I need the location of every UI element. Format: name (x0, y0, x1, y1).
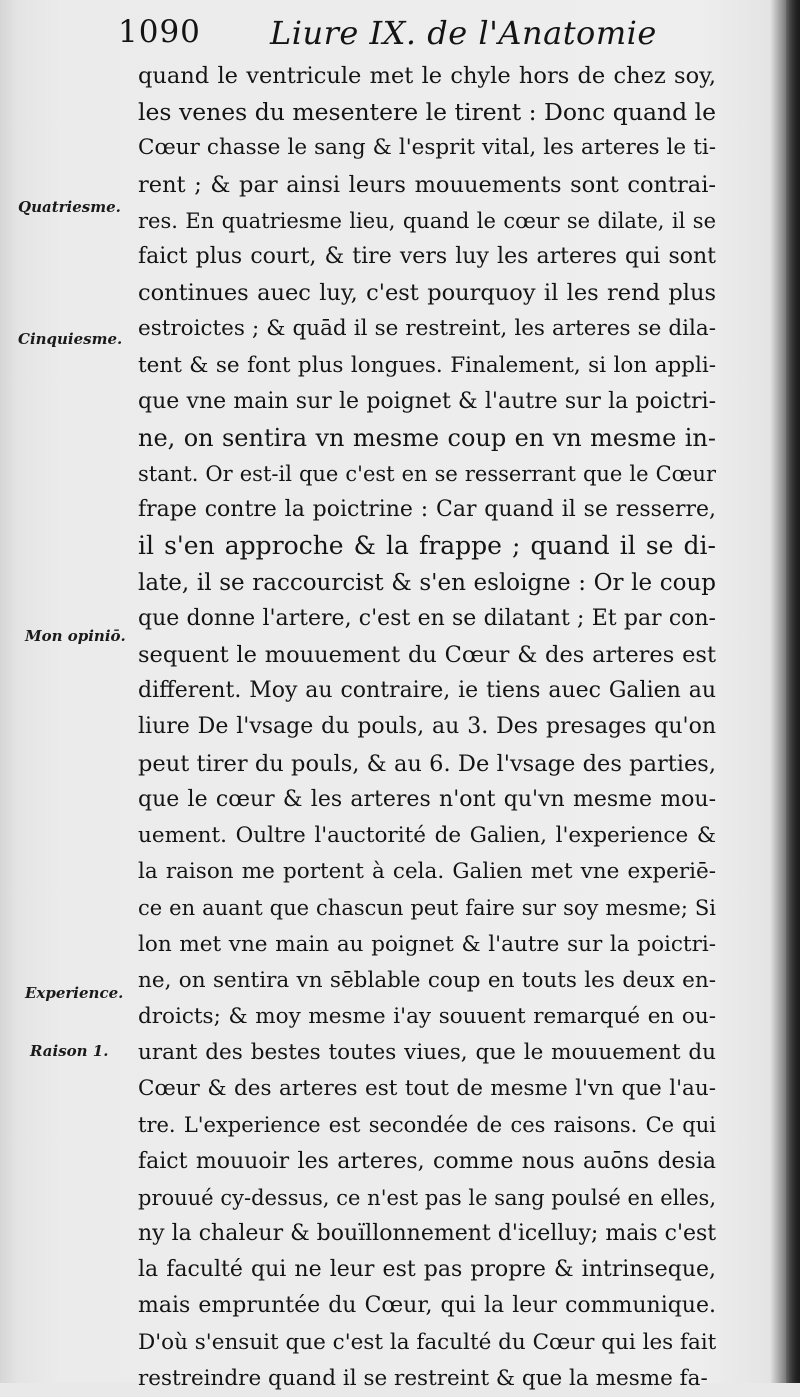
page-edge-shadow (786, 0, 800, 1383)
text-line: ce en auant que chascun peut faire sur soy mesme; Si (138, 896, 716, 921)
text-line: que le cœur & les arteres n'ont qu'vn mesme mou- (138, 786, 716, 812)
text-line: quand le ventricule met le chyle hors de chez soy, (138, 63, 716, 89)
text-line: late, il se raccourcist & s'en esloigne : Or le coup (138, 569, 716, 596)
running-title: Liure IX. de l'Anatomie (270, 14, 657, 52)
text-line: restreindre quand il se restreint & que la mesme fa- (138, 1365, 708, 1391)
text-line: que donne l'artere, c'est en se dilatant ; Et par con- (138, 605, 716, 631)
text-line: les venes du mesentere le tirent : Donc quand le (138, 98, 716, 127)
text-line: sequent le mouuement du Cœur & des arteres est (138, 642, 716, 668)
text-line: urant des bestes toutes viues, que le mouuement du (138, 1040, 716, 1066)
text-line: D'où s'ensuit que c'est la faculté du Cœur qui les fait (138, 1329, 716, 1355)
text-line: ne, on sentira vn sēblable coup en touts les deux en- (138, 967, 716, 993)
margin-note: Quatriesme. (18, 198, 121, 216)
text-line: rent ; & par ainsi leurs mouuements sont contrai- (138, 171, 716, 198)
text-line: ny la chaleur & bouïllonnement d'icelluy; mais c'est (138, 1221, 716, 1246)
text-line: ne, on sentira vn mesme coup en vn mesme in- (138, 423, 716, 452)
text-line: la faculté qui ne leur est pas propre & intrinseque, (138, 1257, 716, 1283)
text-line: mais empruntée du Cœur, qui la leur communique. (138, 1293, 716, 1319)
text-line: frape contre la poictrine : Car quand il se resserre, (138, 497, 716, 523)
page-number: 1090 (118, 14, 201, 50)
text-line: liure De l'vsage du pouls, au 3. Des presages qu'on (138, 714, 716, 740)
text-line: faict plus court, & tire vers luy les arteres qui sont (138, 243, 716, 269)
body-text (138, 58, 716, 1397)
text-line: droicts; & moy mesme i'ay souuent remarqué en ou- (138, 1003, 716, 1029)
text-line: que vne main sur le poignet & l'autre sur la poictri- (138, 388, 716, 414)
text-line: faict mouuoir les arteres, comme nous auōns desia (138, 1148, 716, 1174)
text-line: il s'en approche & la frappe ; quand il se di- (138, 531, 716, 561)
text-line: peut tirer du pouls, & au 6. De l'vsage des parties, (138, 750, 716, 777)
text-line: lon met vne main au poignet & l'autre sur la poictri- (138, 931, 716, 957)
text-line: stant. Or est-il que c'est en se resserrant que le Cœur (138, 462, 716, 487)
text-line: different. Moy au contraire, ie tiens auec Galien au (138, 678, 716, 704)
margin-note: Cinquiesme. (18, 330, 123, 348)
text-line: tre. L'experience est secondée de ces raisons. Ce qui (138, 1113, 716, 1138)
text-line: continues auec luy, c'est pourquoy il les rend plus (138, 280, 716, 307)
page-header (118, 14, 718, 54)
text-line: estroictes ; & quād il se restreint, les arteres se dila- (138, 316, 716, 342)
text-line: Cœur chasse le sang & l'esprit vital, les arteres le ti- (138, 135, 716, 161)
margin-note: Mon opiniō. (25, 627, 126, 645)
margin-note: Raison 1. (30, 1042, 109, 1060)
text-line: res. En quatriesme lieu, quand le cœur se dilate, il se (138, 208, 716, 233)
text-line: uement. Oultre l'auctorité de Galien, l'experience & (138, 822, 716, 848)
text-line: la raison me portent à cela. Galien met vne experiē- (138, 859, 716, 885)
text-line: prouué cy-dessus, ce n'est pas le sang poulsé en elles, (138, 1185, 716, 1210)
text-line: tent & se font plus longues. Finalement, si lon appli- (138, 352, 716, 378)
text-line: Cœur & des arteres est tout de mesme l'vn que l'au- (138, 1076, 716, 1102)
margin-note: Experience. (25, 984, 124, 1002)
